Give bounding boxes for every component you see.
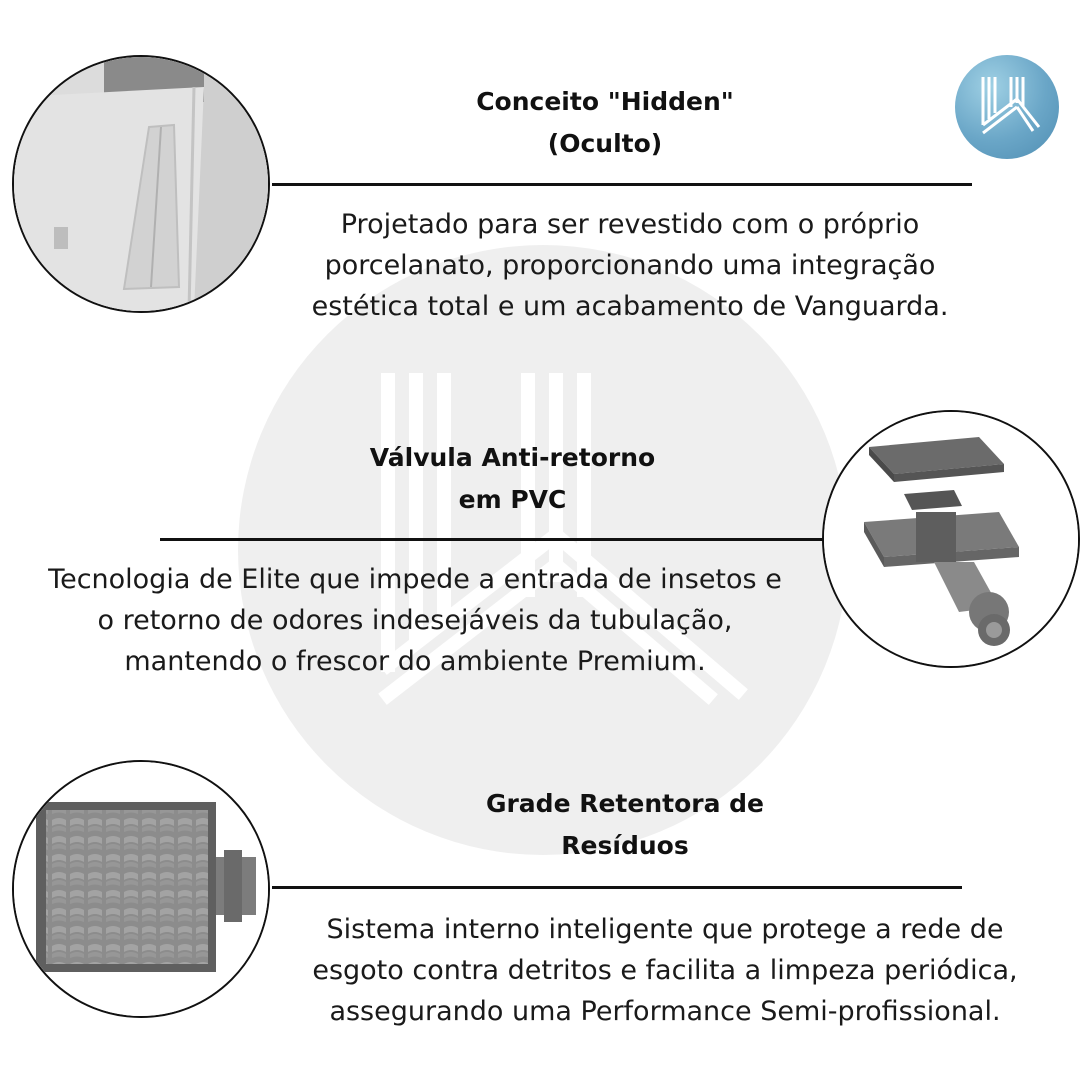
feature-1-title: Conceito "Hidden" (Oculto)	[476, 87, 734, 158]
feature-3-divider	[272, 886, 962, 889]
feature-1-image	[12, 55, 270, 313]
feature-1-divider	[272, 183, 972, 186]
drain-grate-top-view-icon	[14, 762, 268, 1016]
feature-3-description: Sistema interno inteligente que protege a rede de esgoto contra detritos e facilita a limpeza periódica, assegurando uma Performance Semi-profissional.	[312, 914, 1018, 1027]
watermark-logo	[238, 245, 848, 855]
k-monogram-watermark-icon	[238, 245, 848, 855]
brand-logo	[955, 55, 1059, 159]
feature-1-description: Projetado para ser revestido com o próprio porcelanato, proporcionando uma integração estética total e um acabamento de Vanguarda.	[311, 209, 949, 322]
linear-drain-floor-photo-icon	[14, 57, 268, 311]
feature-3-image	[12, 760, 270, 1018]
k-monogram-icon	[955, 55, 1059, 159]
feature-2-description: Tecnologia de Elite que impede a entrada de insetos e o retorno de odores indesejáveis da tubulação, mantendo o frescor do ambiente Premium.	[48, 564, 782, 677]
feature-2-image	[822, 410, 1080, 668]
exploded-drain-parts-icon	[824, 412, 1078, 666]
feature-2-divider	[160, 538, 824, 541]
feature-3-title: Grade Retentora de Resíduos	[485, 789, 765, 860]
feature-2-title: Válvula Anti-retorno em PVC	[369, 443, 656, 514]
